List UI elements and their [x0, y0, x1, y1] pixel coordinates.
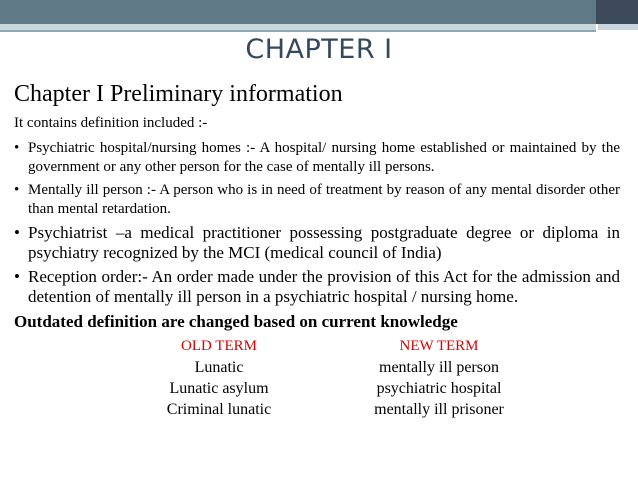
terms-table — [14, 338, 620, 422]
old-term-header: OLD TERM — [181, 338, 257, 354]
table-row — [14, 380, 620, 401]
bullet-symbol: • — [14, 182, 20, 198]
old-term: Lunatic — [194, 359, 244, 376]
terms-header-row — [14, 338, 620, 359]
bullet-symbol: • — [14, 267, 20, 286]
bullet-symbol: • — [14, 140, 20, 156]
old-term: Criminal lunatic — [166, 401, 272, 418]
bullet-text: Psychiatrist –a medical practitioner possessing postgraduate degree or diploma in psychiatry recognized by the MCI (medical council of India) — [28, 223, 620, 262]
new-term: psychiatric hospital — [376, 380, 502, 397]
top-corner-block — [596, 0, 638, 24]
bullet-item — [14, 267, 620, 307]
bullet-text: Psychiatric hospital/nursing homes :- A hospital/ nursing home established or maintained by the government or any other person for the case of mentally ill persons. — [28, 140, 620, 175]
new-term: mentally ill prisoner — [374, 401, 504, 418]
slide-heading: Chapter I Preliminary information — [14, 81, 343, 107]
bullet-text: Mentally ill person :- A person who is in need of treatment by reason of any mental disorder other than mental retardation. — [28, 182, 620, 217]
subheading: Outdated definition are changed based on current knowledge — [14, 312, 458, 331]
top-accent-line — [0, 30, 596, 32]
bullet-item — [14, 181, 620, 219]
bullet-item — [14, 223, 620, 263]
intro-text: It contains definition included :- — [14, 115, 208, 131]
new-term-header: NEW TERM — [399, 338, 479, 354]
bullet-symbol: • — [14, 223, 20, 242]
table-row — [14, 359, 620, 380]
slide-content — [14, 80, 620, 418]
slide-title: CHAPTER I — [245, 34, 393, 65]
table-row — [14, 401, 620, 422]
bullet-item — [14, 139, 620, 177]
old-term: Lunatic asylum — [169, 380, 269, 397]
new-term: mentally ill person — [379, 359, 499, 376]
top-decorative-bar — [0, 0, 638, 24]
top-divider — [596, 24, 598, 32]
bullet-text: Reception order:- An order made under the provision of this Act for the admission and detention of mentally ill person in a psychiatric hospital / nursing home. — [28, 267, 620, 306]
